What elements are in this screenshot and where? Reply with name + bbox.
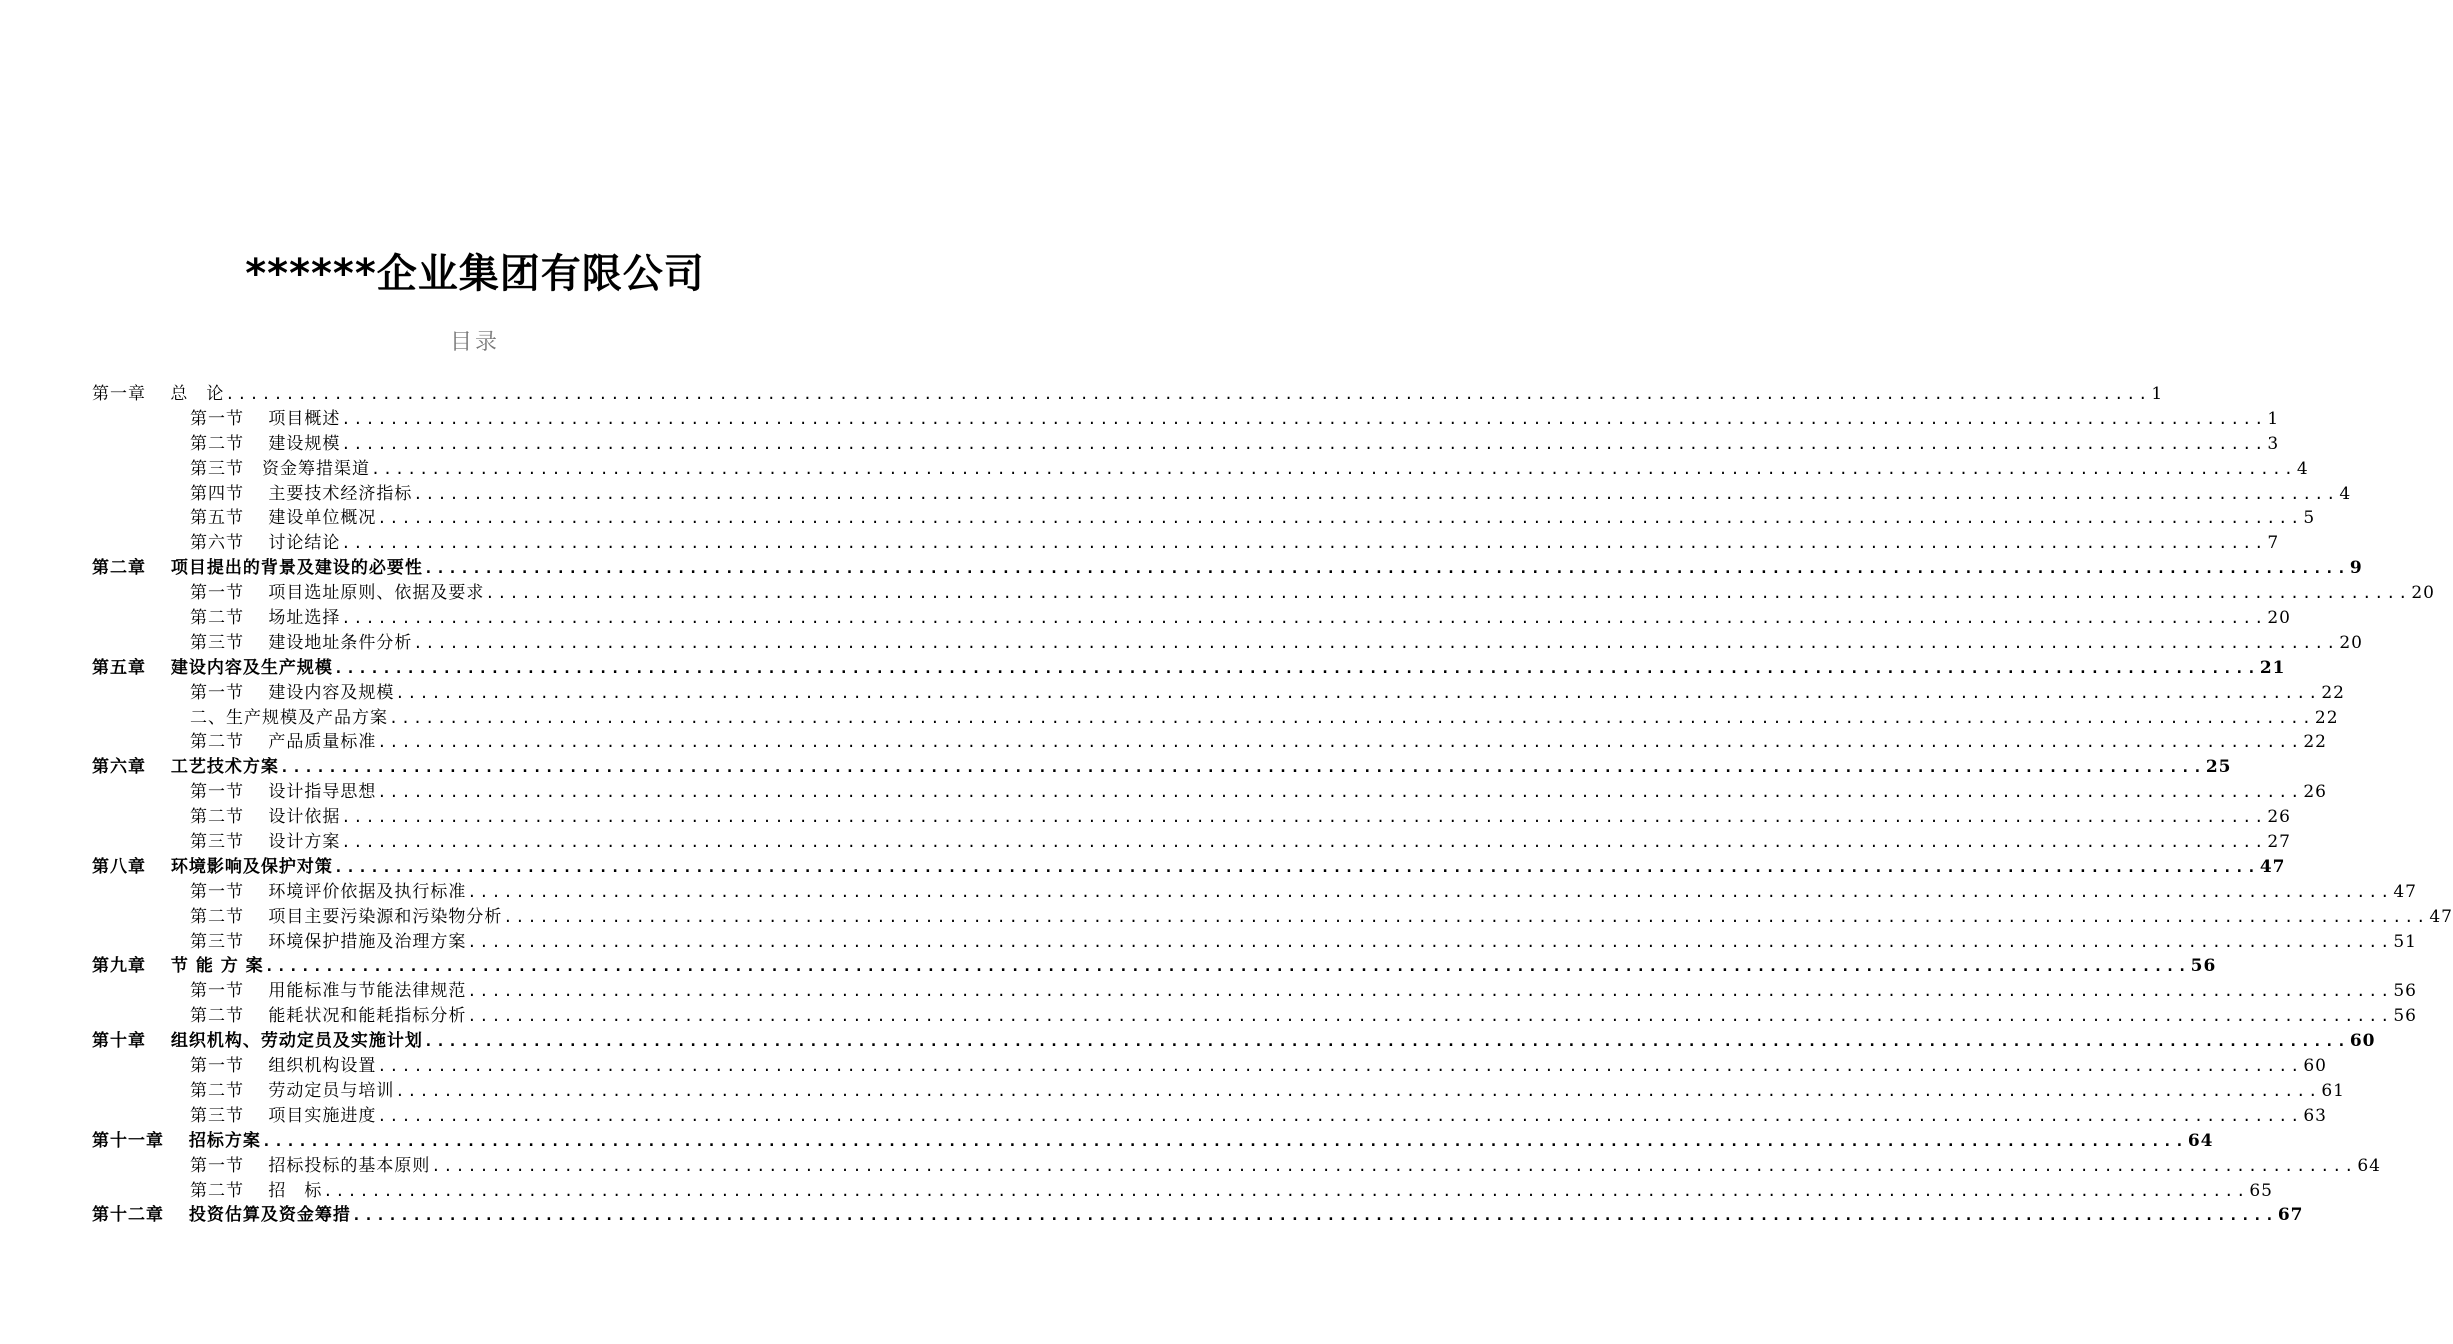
toc-page-number: 56 — [2190, 956, 2217, 977]
toc-chapter-entry[interactable] — [92, 855, 2286, 880]
toc-entry-label: 第一节 建设内容及规模 — [190, 682, 395, 703]
toc-entry-label: 第三节 环境保护措施及治理方案 — [190, 931, 467, 952]
toc-entry-label: 第十章 组织机构、劳动定员及实施计划 — [92, 1031, 423, 1052]
toc-entry-label: 第三节 项目实施进度 — [190, 1105, 377, 1126]
toc-dot-leader: ................................................................................................................................................................ — [467, 932, 2393, 951]
toc-dot-leader: ................................................................................................................................................................ — [395, 683, 2321, 702]
toc-entry-label: 第二节 劳动定员与培训 — [190, 1080, 395, 1101]
toc-section-entry[interactable] — [190, 930, 2417, 955]
toc-entry-label: 第十二章 投资估算及资金筹措 — [92, 1205, 351, 1226]
toc-dot-leader: ................................................................................................................................................................ — [413, 633, 2339, 652]
toc-section-entry[interactable] — [190, 780, 2327, 805]
toc-page-number: 60 — [2349, 1031, 2376, 1052]
toc-entry-label: 第六章 工艺技术方案 — [92, 757, 279, 778]
toc-page-number: 51 — [2393, 931, 2417, 952]
toc-section-entry[interactable] — [190, 681, 2345, 706]
toc-page-number: 4 — [2296, 458, 2309, 479]
toc-section-entry[interactable] — [190, 905, 2453, 930]
toc-dot-leader: ................................................................................................................................................................ — [341, 609, 2267, 628]
toc-entry-label: 第三节 资金筹措渠道 — [190, 458, 370, 479]
toc-page-number: 20 — [2267, 608, 2291, 629]
toc-dot-leader: ................................................................................................................................................................ — [371, 459, 2296, 478]
toc-page-number: 25 — [2205, 757, 2232, 778]
toc-section-entry[interactable] — [190, 1004, 2417, 1029]
toc-page-number: 7 — [2267, 533, 2280, 554]
toc-chapter-entry[interactable] — [92, 1029, 2376, 1054]
toc-page-number: 47 — [2259, 856, 2286, 877]
toc-section-entry[interactable] — [190, 581, 2435, 606]
toc-dot-leader: ................................................................................................................................................................ — [341, 409, 2267, 428]
toc-dot-leader: ................................................................................................................................................................ — [377, 733, 2303, 752]
toc-entry-label: 第一节 组织机构设置 — [190, 1056, 377, 1077]
toc-chapter-entry[interactable] — [92, 656, 2286, 681]
toc-dot-leader: ................................................................................................................................................................ — [423, 559, 2349, 578]
toc-page-number: 3 — [2267, 433, 2280, 454]
toc-page-number: 20 — [2339, 632, 2363, 653]
toc-page-number: 21 — [2259, 657, 2286, 678]
toc-dot-leader: ................................................................................................................................................................ — [377, 783, 2303, 802]
toc-page-number: 5 — [2303, 508, 2316, 529]
toc-entry-label: 第五章 建设内容及生产规模 — [92, 657, 333, 678]
toc-chapter-entry[interactable] — [92, 556, 2363, 581]
toc-section-entry[interactable] — [190, 1179, 2273, 1204]
toc-page-number: 9 — [2349, 558, 2363, 579]
toc-entry-label: 第一节 环境评价依据及执行标准 — [190, 881, 467, 902]
toc-entry-label: 第八章 环境影响及保护对策 — [92, 856, 333, 877]
toc-page-number: 27 — [2267, 832, 2291, 853]
toc-section-entry[interactable] — [190, 432, 2280, 457]
toc-page-number: 61 — [2321, 1080, 2345, 1101]
toc-page-number: 1 — [2267, 408, 2280, 429]
toc-entry-label: 第二节 能耗状况和能耗指标分析 — [190, 1006, 467, 1027]
toc-entry-label: 第二节 产品质量标准 — [190, 732, 377, 753]
toc-page-number: 20 — [2411, 583, 2435, 604]
toc-section-entry[interactable] — [190, 830, 2291, 855]
toc-entry-label: 第一节 招标投标的基本原则 — [190, 1155, 431, 1176]
toc-entry-label: 第三节 设计方案 — [190, 832, 341, 853]
toc-page-number: 22 — [2303, 732, 2327, 753]
toc-page-number: 47 — [2393, 881, 2417, 902]
toc-entry-label: 第二节 招 标 — [190, 1180, 323, 1201]
toc-section-entry[interactable] — [190, 706, 2339, 731]
table-of-contents — [92, 382, 2453, 1228]
toc-section-entry[interactable] — [190, 1079, 2345, 1104]
toc-page-number: 4 — [2339, 483, 2352, 504]
toc-dot-leader: ................................................................................................................................................................ — [341, 534, 2267, 553]
toc-page-number: 63 — [2303, 1105, 2327, 1126]
toc-entry-label: 第二节 场址选择 — [190, 608, 341, 629]
toc-chapter-entry[interactable] — [92, 1203, 2304, 1228]
toc-page-number: 22 — [2321, 682, 2345, 703]
toc-dot-leader: ................................................................................................................................................................ — [351, 1206, 2277, 1225]
toc-chapter-entry[interactable] — [92, 755, 2232, 780]
toc-section-entry[interactable] — [190, 1104, 2327, 1129]
toc-section-entry[interactable] — [190, 1154, 2381, 1179]
toc-dot-leader: ................................................................................................................................................................ — [467, 1007, 2393, 1026]
toc-dot-leader: ................................................................................................................................................................ — [395, 1081, 2321, 1100]
toc-section-entry[interactable] — [190, 531, 2280, 556]
toc-page-number: 47 — [2429, 906, 2453, 927]
toc-dot-leader: ................................................................................................................................................................ — [377, 509, 2303, 528]
toc-page-number: 1 — [2151, 384, 2164, 404]
toc-dot-leader: ................................................................................................................................................................ — [341, 434, 2267, 453]
toc-entry-label: 第二章 项目提出的背景及建设的必要性 — [92, 558, 423, 579]
toc-dot-leader: ................................................................................................................................................................ — [467, 882, 2393, 901]
toc-dot-leader: ................................................................................................................................................................ — [413, 484, 2339, 503]
toc-dot-leader: ................................................................................................................................................................ — [341, 808, 2267, 827]
toc-section-entry[interactable] — [190, 606, 2291, 631]
toc-section-entry[interactable] — [190, 482, 2352, 507]
toc-entry-label: 第一节 设计指导思想 — [190, 782, 377, 803]
toc-page-number: 65 — [2249, 1180, 2273, 1201]
toc-section-entry[interactable] — [190, 805, 2291, 830]
toc-entry-label: 第十一章 招标方案 — [92, 1130, 261, 1151]
toc-entry-label: 第六节 讨论结论 — [190, 533, 341, 554]
toc-dot-leader: ................................................................................................................................................................ — [503, 907, 2429, 926]
toc-section-entry[interactable] — [190, 979, 2417, 1004]
toc-entry-label: 第二节 项目主要污染源和污染物分析 — [190, 906, 503, 927]
toc-page-number: 60 — [2303, 1056, 2327, 1077]
toc-entry-label: 第九章 节 能 方 案 — [92, 956, 264, 977]
toc-dot-leader: ................................................................................................................................................................ — [423, 1032, 2349, 1051]
toc-section-entry[interactable] — [190, 631, 2363, 656]
toc-chapter-entry[interactable] — [92, 954, 2217, 979]
toc-dot-leader: ................................................................................................................................................................ — [279, 758, 2205, 777]
toc-page-number: 67 — [2277, 1205, 2304, 1226]
toc-section-entry[interactable] — [190, 506, 2316, 531]
toc-page-number: 26 — [2267, 807, 2291, 828]
toc-dot-leader: ................................................................................................................................................................ — [225, 385, 2151, 403]
toc-dot-leader: ................................................................................................................................................................ — [333, 658, 2259, 677]
toc-dot-leader: ................................................................................................................................................................ — [333, 857, 2259, 876]
toc-dot-leader: ................................................................................................................................................................ — [261, 1131, 2187, 1150]
toc-dot-leader: ................................................................................................................................................................ — [467, 982, 2393, 1001]
document-title: ******企业集团有限公司 — [245, 251, 705, 297]
toc-page-number: 26 — [2303, 782, 2327, 803]
toc-entry-label: 第一节 用能标准与节能法律规范 — [190, 981, 467, 1002]
toc-entry-label: 第二节 建设规模 — [190, 433, 341, 454]
toc-dot-leader: ................................................................................................................................................................ — [389, 708, 2314, 727]
toc-section-entry[interactable] — [190, 730, 2327, 755]
toc-entry-label: 第二节 设计依据 — [190, 807, 341, 828]
toc-dot-leader: ................................................................................................................................................................ — [377, 1057, 2303, 1076]
toc-entry-label: 二、生产规模及产品方案 — [190, 707, 388, 728]
toc-page-number: 56 — [2393, 1006, 2417, 1027]
toc-entry-label: 第一节 项目概述 — [190, 408, 341, 429]
toc-entry-label: 第三节 建设地址条件分析 — [190, 632, 413, 653]
toc-entry-label: 第五节 建设单位概况 — [190, 508, 377, 529]
toc-entry-label: 第一节 项目选址原则、依据及要求 — [190, 583, 485, 604]
toc-section-entry[interactable] — [190, 1054, 2327, 1079]
toc-entry-label: 第四节 主要技术经济指标 — [190, 483, 413, 504]
toc-dot-leader: ................................................................................................................................................................ — [323, 1181, 2249, 1200]
toc-section-entry[interactable] — [190, 880, 2417, 905]
toc-page-number: 64 — [2187, 1130, 2214, 1151]
toc-dot-leader: ................................................................................................................................................................ — [377, 1106, 2303, 1125]
toc-page-number: 56 — [2393, 981, 2417, 1002]
toc-page-number: 64 — [2357, 1155, 2381, 1176]
toc-entry-label: 第一章 总 论 — [92, 384, 225, 404]
toc-section-entry[interactable] — [190, 407, 2280, 432]
toc-dot-leader: ................................................................................................................................................................ — [264, 957, 2190, 976]
toc-dot-leader: ................................................................................................................................................................ — [485, 584, 2411, 603]
toc-chapter-entry[interactable] — [92, 1129, 2214, 1154]
toc-dot-leader: ................................................................................................................................................................ — [431, 1156, 2357, 1175]
toc-chapter-entry[interactable] — [92, 382, 2164, 407]
toc-section-entry[interactable] — [190, 457, 2309, 482]
toc-heading: 目录 — [449, 330, 500, 355]
toc-dot-leader: ................................................................................................................................................................ — [341, 833, 2267, 852]
toc-page-number: 22 — [2314, 707, 2339, 728]
